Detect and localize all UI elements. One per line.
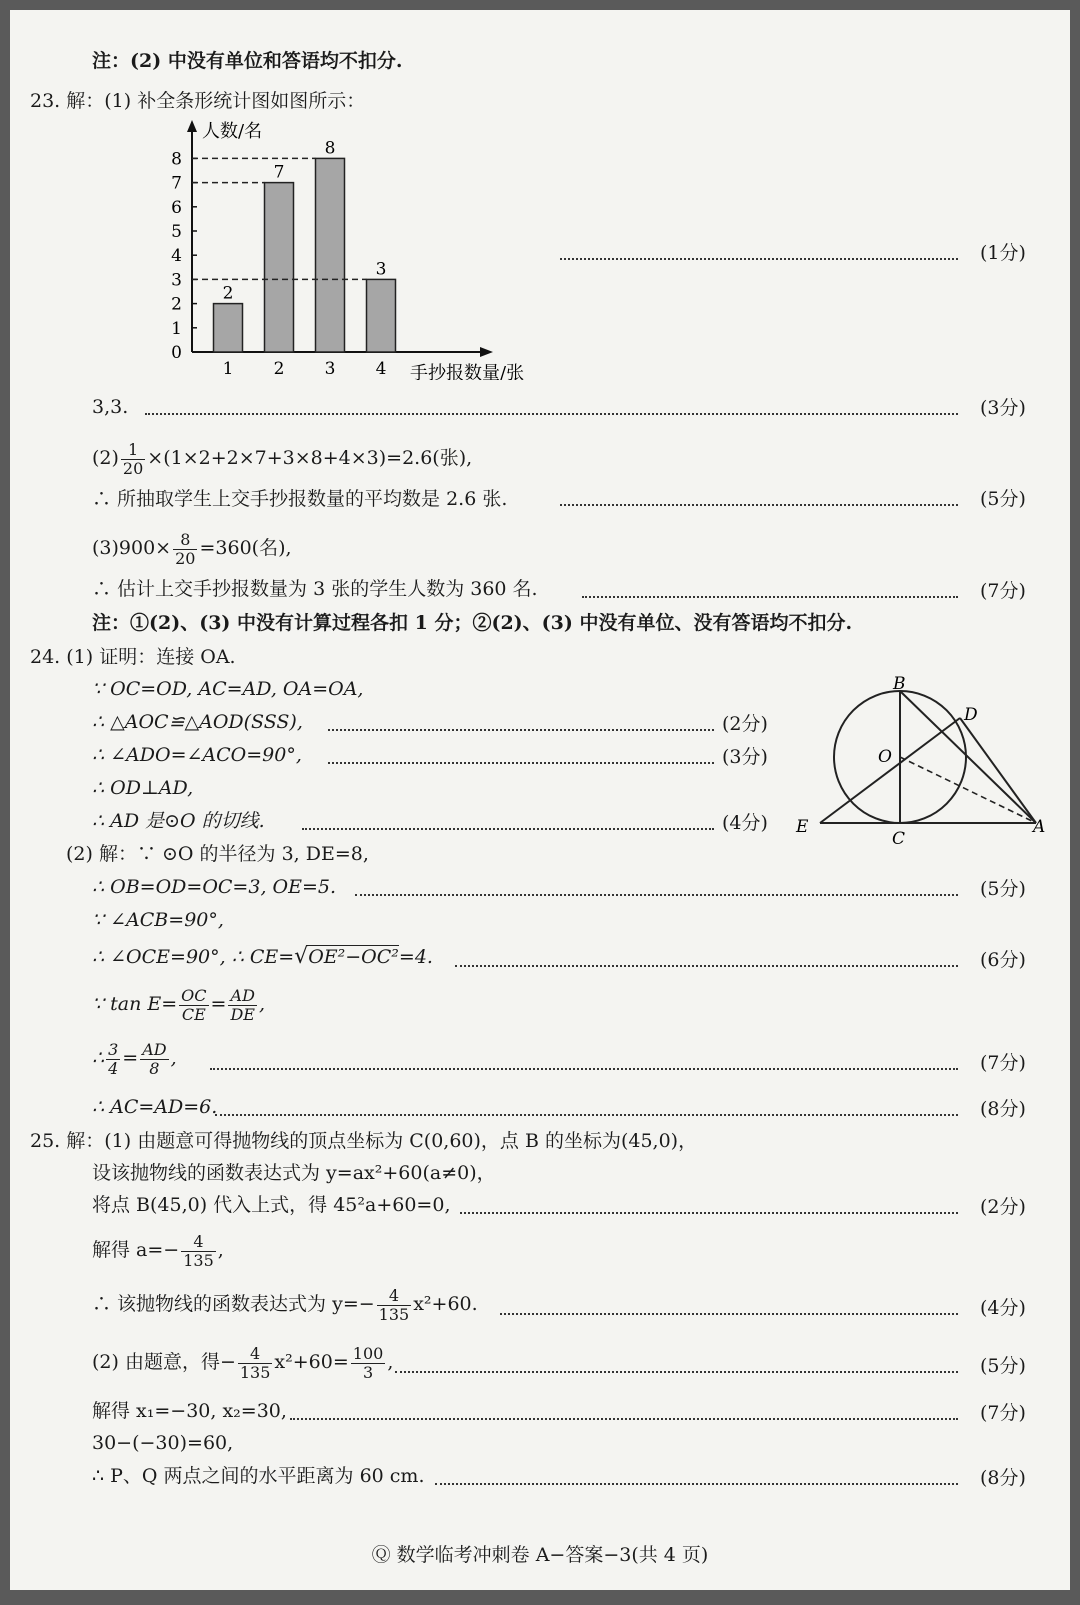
bar-2 — [265, 183, 294, 352]
q24-line9: ∵ ∠ACB=90°, — [92, 909, 224, 931]
part-label: (2) — [92, 447, 119, 469]
frac-num: 100 — [352, 1343, 384, 1363]
x-tick-label: 1 — [222, 359, 234, 379]
frac-den: 8 — [149, 1058, 160, 1078]
page-footer: Ⓠ 数学临考冲刺卷 A−答案−3(共 4 页) — [371, 1544, 709, 1566]
text: x²+60. — [413, 1293, 478, 1315]
answer-sheet-page — [10, 10, 1070, 1590]
q23-part3-conclusion: ∴ 估计上交手抄报数量为 3 张的学生人数为 360 名. — [92, 578, 538, 600]
text: , — [217, 1239, 224, 1261]
score-q25-4: (7分) — [980, 1402, 1026, 1424]
q23-part2-conclusion: ∴ 所抽取学生上交手抄报数量的平均数是 2.6 张. — [92, 488, 508, 510]
label-a: A — [1033, 817, 1046, 837]
dot-leader — [560, 504, 958, 506]
calc-prefix: (3)900× — [92, 537, 172, 559]
dot-leader — [500, 1313, 958, 1315]
calc-rest: ×(1×2+2×7+3×8+4×3)=2.6(张), — [147, 447, 473, 469]
q25-line8: 30−(−30)=60, — [92, 1432, 234, 1454]
calc-rest: =360(名), — [199, 537, 292, 559]
frac-num: AD — [228, 987, 257, 1006]
q23-heading: 23. 解：(1) 补全条形统计图如图所示： — [30, 90, 366, 112]
fraction — [106, 1041, 120, 1078]
sqrt-icon: √ — [294, 944, 309, 969]
bar-4 — [367, 279, 396, 352]
dot-leader — [328, 762, 714, 764]
score-q23-2: (3分) — [980, 397, 1026, 419]
bar-chart — [160, 110, 560, 380]
q24-line13: ∴ AC=AD=6. — [92, 1096, 218, 1118]
y-axis-arrow-icon — [187, 120, 197, 132]
text: ∴ — [92, 1047, 105, 1069]
score-q23-4: (7分) — [980, 580, 1026, 602]
score-q24-7: (8分) — [980, 1098, 1026, 1120]
frac-den: DE — [230, 1004, 255, 1024]
frac-den: 135 — [183, 1250, 214, 1270]
frac-num: 4 — [238, 1345, 273, 1364]
score-q25-1: (2分) — [980, 1196, 1026, 1218]
frac-num: 4 — [377, 1287, 412, 1306]
score-q24-4: (5分) — [980, 878, 1026, 900]
label-o: O — [878, 747, 892, 767]
fraction — [238, 1345, 273, 1382]
q25-line6 — [92, 1340, 393, 1384]
text: ∴ 该抛物线的函数表达式为 y=− — [92, 1293, 375, 1315]
segment-ed — [820, 718, 960, 823]
q23-part3-calc — [92, 528, 292, 568]
text: ∵ tan E= — [92, 993, 178, 1015]
q25-line3: 将点 B(45,0) 代入上式，得 45²a+60=0, — [92, 1194, 451, 1216]
frac-den: 20 — [175, 548, 196, 568]
score-q25-5: (8分) — [980, 1467, 1026, 1489]
frac-num: OC — [181, 985, 207, 1005]
label-e: E — [796, 817, 809, 837]
note-top: 注：(2) 中没有单位和答语均不扣分. — [92, 50, 403, 72]
fraction — [173, 531, 197, 568]
text: (2) 由题意，得− — [92, 1351, 236, 1373]
y-axis-label: 人数/名 — [202, 121, 263, 142]
frac-den: 135 — [239, 1362, 271, 1382]
dot-leader — [145, 413, 958, 415]
dot-leader — [290, 1418, 958, 1420]
q24-line7: (2) 解：∵ ⊙O 的半径为 3, DE=8, — [66, 843, 369, 865]
dot-leader — [395, 1371, 958, 1373]
fraction — [228, 987, 257, 1024]
x-axis-label: 手抄报数量/张 — [410, 363, 525, 380]
score-q24-2: (3分) — [722, 746, 768, 768]
label-b: B — [893, 674, 906, 694]
fraction — [140, 1041, 168, 1078]
segment-oa-dashed — [900, 757, 1036, 823]
fraction — [181, 1233, 216, 1270]
q23-note: 注：①(2)、(3) 中没有计算过程各扣 1 分；②(2)、(3) 中没有单位、没有答语均不扣分. — [92, 612, 853, 634]
frac-den: CE — [181, 1004, 206, 1024]
q24-line1: 24. (1) 证明：连接 OA. — [30, 646, 236, 668]
fraction — [377, 1287, 412, 1324]
y-tick-label: 1 — [171, 318, 182, 339]
frac-num: 1 — [121, 441, 145, 460]
text: x²+60= — [274, 1351, 349, 1373]
text: = — [122, 1047, 139, 1069]
score-q24-1: (2分) — [722, 713, 768, 735]
q24-line11 — [92, 982, 265, 1026]
dot-leader — [328, 729, 714, 731]
y-tick-label: 5 — [171, 222, 182, 242]
frac-den: 4 — [108, 1058, 119, 1078]
score-q24-5: (6分) — [980, 949, 1026, 971]
y-tick-label: 2 — [171, 294, 182, 315]
q25-line4 — [92, 1228, 224, 1272]
y-tick-label: 7 — [171, 173, 182, 194]
frac-num: 4 — [181, 1233, 216, 1252]
dot-leader — [210, 1068, 958, 1070]
q25-line1: 25. 解：(1) 由题意可得抛物线的顶点坐标为 C(0,60)，点 B 的坐标为(45,0)， — [30, 1130, 698, 1152]
q24-line5: ∴ OD⊥AD, — [92, 777, 194, 799]
sqrt-content: OE²−OC² — [308, 946, 399, 968]
score-q24-6: (7分) — [980, 1052, 1026, 1074]
q23-answer-line1: 3,3. — [92, 396, 129, 418]
fraction — [351, 1345, 386, 1382]
score-q23-1: (1分) — [980, 242, 1026, 264]
text: 解得 a=− — [92, 1239, 180, 1261]
bar-1 — [214, 304, 243, 352]
dot-leader — [302, 828, 714, 830]
dot-leader — [455, 965, 958, 967]
q23-part2-calc — [92, 438, 472, 478]
dot-leader — [460, 1212, 958, 1214]
dot-leader — [435, 1483, 958, 1485]
score-q23-3: (5分) — [980, 488, 1026, 510]
dot-leader — [215, 1114, 958, 1116]
x-axis-arrow-icon — [480, 347, 493, 357]
bar-3 — [316, 158, 345, 352]
q25-line9: ∴ P、Q 两点之间的水平距离为 60 cm. — [92, 1465, 425, 1487]
bar-value-label: 3 — [375, 259, 387, 280]
y-tick-label: 0 — [171, 343, 182, 363]
frac-num: 3 — [108, 1039, 119, 1059]
x-tick-label: 3 — [324, 359, 336, 379]
frac-den: 20 — [122, 458, 144, 478]
dot-leader — [355, 894, 958, 896]
q25-line5 — [92, 1282, 478, 1326]
score-q24-3: (4分) — [722, 812, 768, 834]
text: , — [170, 1047, 177, 1069]
q24-line6: ∴ AD 是⊙O 的切线. — [92, 810, 265, 832]
y-tick-label: 8 — [171, 149, 182, 170]
text: , — [258, 993, 266, 1015]
q24-line12 — [92, 1036, 177, 1080]
fraction — [121, 441, 145, 478]
q24-line10 — [92, 942, 433, 972]
label-d: D — [964, 705, 978, 725]
y-tick-label: 6 — [171, 197, 182, 218]
fraction — [179, 987, 208, 1024]
frac-den: 135 — [378, 1304, 410, 1324]
q25-line7: 解得 x₁=−30, x₂=30, — [92, 1400, 287, 1422]
x-tick-label: 2 — [273, 359, 285, 379]
text: =4. — [398, 946, 433, 968]
dot-leader — [560, 258, 958, 260]
segment-da — [960, 718, 1036, 823]
frac-num: AD — [142, 1039, 167, 1059]
x-tick-label: 4 — [375, 359, 387, 379]
q24-line4: ∴ ∠ADO=∠ACO=90°, — [92, 744, 302, 766]
q24-line2: ∵ OC=OD, AC=AD, OA=OA, — [92, 678, 364, 700]
score-q25-2: (4分) — [980, 1297, 1026, 1319]
bar-value-label: 8 — [324, 138, 336, 159]
text: ∴ ∠OCE=90°, ∴ CE= — [92, 946, 295, 968]
y-tick-label: 3 — [171, 270, 182, 291]
q24-line3: ∴ △AOC≌△AOD(SSS), — [92, 711, 303, 733]
score-q25-3: (5分) — [980, 1355, 1026, 1377]
label-c: C — [892, 829, 906, 849]
dot-leader — [582, 596, 958, 598]
geometry-figure — [790, 670, 1050, 860]
frac-num: 8 — [173, 531, 197, 550]
bar-value-label: 2 — [222, 283, 234, 304]
bar-value-label: 7 — [273, 162, 285, 183]
frac-den: 3 — [362, 1362, 374, 1382]
y-tick-label: 4 — [171, 246, 182, 267]
q24-line8: ∴ OB=OD=OC=3, OE=5. — [92, 876, 337, 898]
text: , — [387, 1351, 394, 1373]
text: = — [210, 993, 227, 1015]
q25-line2: 设该抛物线的函数表达式为 y=ax²+60(a≠0)， — [92, 1162, 496, 1184]
